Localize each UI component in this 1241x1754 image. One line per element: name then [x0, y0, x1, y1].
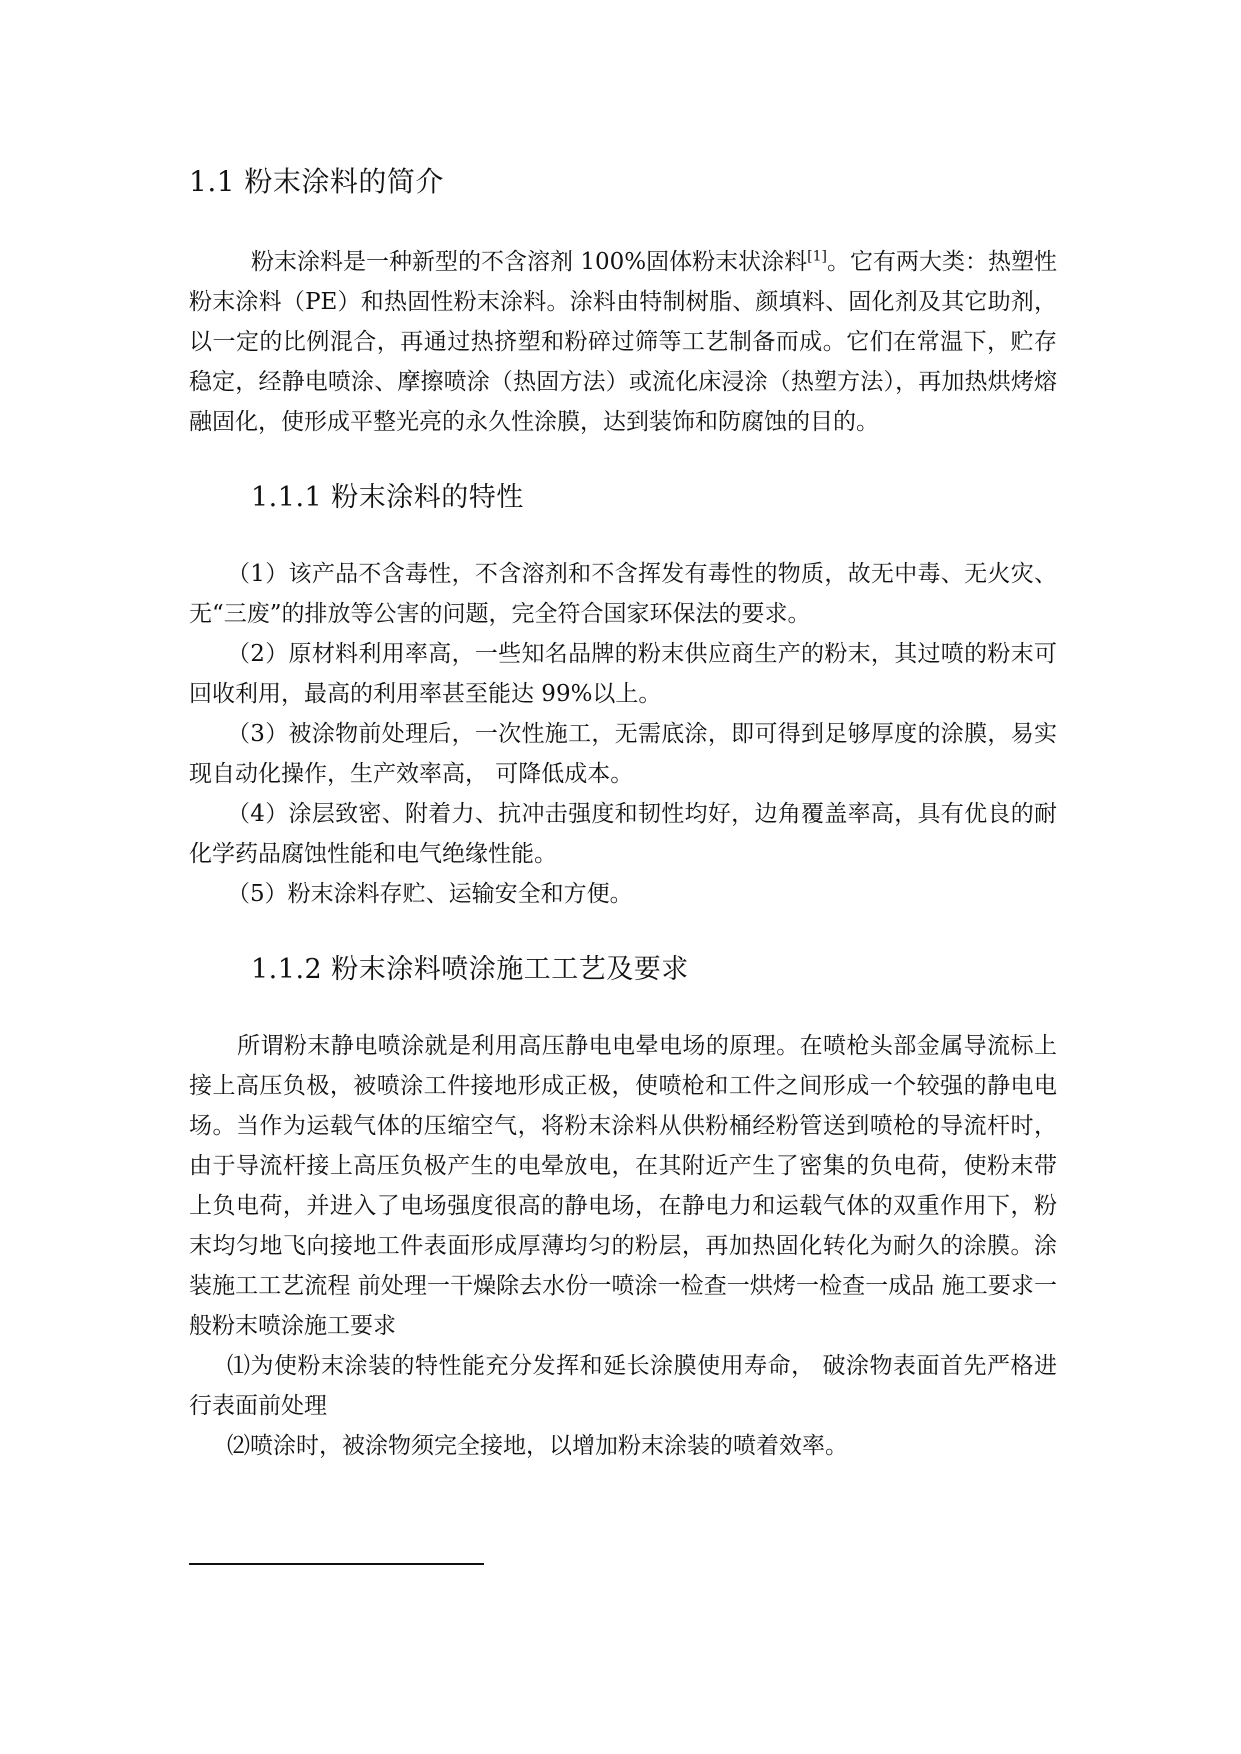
property-item-4: （4）涂层致密、附着力、抗冲击强度和韧性均好，边角覆盖率高，具有优良的耐化学药品腐蚀性能和电气绝缘性能。 — [189, 801, 1057, 867]
property-item-5: （5）粉末涂料存贮、运输安全和方便。 — [227, 881, 633, 907]
section-heading-1-1: 1.1 粉末涂料的简介 — [189, 165, 444, 198]
requirement-item-1: ⑴为使粉末涂装的特性能充分发挥和延长涂膜使用寿命， 破涂物表面首先严格进行表面前处理 — [189, 1353, 1057, 1419]
property-item-2: （2）原材料利用率高，一些知名品牌的粉末供应商生产的粉末，其过喷的粉末可回收利用，最高的利用率甚至能达 99%以上。 — [189, 641, 1057, 707]
intro-paragraph — [189, 242, 1057, 442]
property-item-1: （1）该产品不含毒性，不含溶剂和不含挥发有毒性的物质，故无中毒、无火灾、无“三废”的排放等公害的问题，完全符合国家环保法的要求。 — [189, 561, 1057, 627]
intro-text-continued: 。它有两大类：热塑性粉末涂料（PE）和热固性粉末涂料。涂料由特制树脂、颜填料、固化剂及其它助剂，以一定的比例混合，再通过热挤塑和粉碎过筛等工艺制备而成。它们在常温下，贮存稳定，经静电喷涂、摩擦喷涂（热固方法）或流化床浸涂（热塑方法），再加热烘烤熔融固化，使形成平整光亮的永久性涂膜，达到装饰和防腐蚀的目的。 — [189, 249, 1057, 435]
footnote-separator — [189, 1563, 484, 1565]
requirement-item-2: ⑵喷涂时，被涂物须完全接地，以增加粉末涂装的喷着效率。 — [227, 1433, 848, 1459]
process-paragraph: 所谓粉末静电喷涂就是利用高压静电电晕电场的原理。在喷枪头部金属导流标上接上高压负极，被喷涂工件接地形成正极，使喷枪和工件之间形成一个较强的静电电场。当作为运载气体的压缩空气，将粉末涂料从供粉桶经粉管送到喷枪的导流杆时，由于导流杆接上高压负极产生的电晕放电，在其附近产生了密集的负电荷，使粉末带上负电荷，并进入了电场强度很高的静电场，在静电力和运载气体的双重作用下，粉末均匀地飞向接地工件表面形成厚薄均匀的粉层，再加热固化转化为耐久的涂膜。涂装施工工艺流程 前处理一干燥除去水份一喷涂一检查一烘烤一检查一成品 施工要求一般粉末喷涂施工要求 — [189, 1033, 1057, 1339]
section-heading-1-1-2: 1.1.2 粉末涂料喷涂施工工艺及要求 — [251, 954, 689, 985]
intro-text: 粉末涂料是一种新型的不含溶剂 100%固体粉末状涂料 — [251, 249, 808, 275]
section-heading-1-1-1: 1.1.1 粉末涂料的特性 — [251, 482, 524, 513]
citation-mark: [1] — [807, 248, 827, 265]
property-item-3: （3）被涂物前处理后，一次性施工，无需底涂，即可得到足够厚度的涂膜，易实现自动化操作，生产效率高， 可降低成本。 — [189, 721, 1057, 787]
document-body — [189, 162, 1057, 1466]
